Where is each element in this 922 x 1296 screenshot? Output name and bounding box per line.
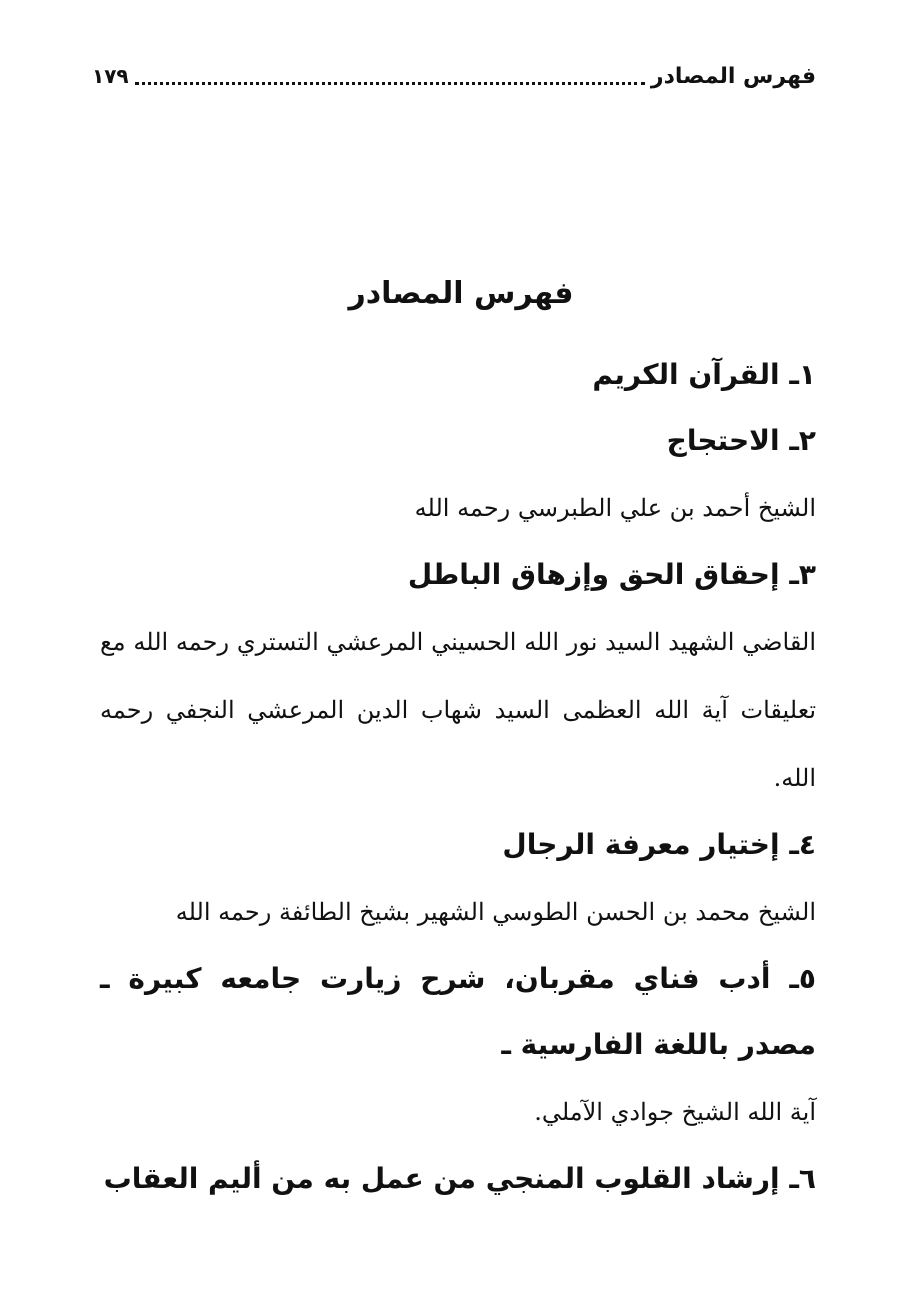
entry-title-4: ٤ـ إختيار معرفة الرجال: [502, 828, 816, 861]
entry-title-6: ٦ـ إرشاد القلوب المنجي من عمل به من أليم العقاب: [103, 1162, 816, 1195]
bibliography-list: [100, 342, 816, 1212]
dot-leader: [135, 68, 645, 85]
entry-author-2: الشيخ أحمد بن علي الطبرسي رحمه الله: [414, 494, 816, 522]
entry-author-5: آية الله الشيخ جوادي الآملي.: [534, 1098, 816, 1126]
running-header-title: فهرس المصادر: [650, 63, 816, 89]
entry-title-5: ٥ـ أدب فناي مقربان، شرح زيارت جامعه كبيرة ـ مصدر باللغة الفارسية ـ: [100, 962, 816, 1061]
entry-author-4: الشيخ محمد بن الحسن الطوسي الشهير بشيخ الطائفة رحمه الله: [175, 898, 816, 926]
entry-author-3: القاضي الشهيد السيد نور الله الحسيني المرعشي التستري رحمه الله مع تعليقات آية الله العظمى السيد شهاب الدين المرعشي النجفي رحمه الله.: [100, 628, 816, 792]
entry-title-1: ١ـ القرآن الكريم: [592, 358, 816, 391]
page-number: ١٧٩: [92, 64, 129, 88]
page-title: فهرس المصادر: [348, 276, 574, 311]
entry-title-2: ٢ـ الاحتجاج: [666, 424, 816, 457]
entry-title-3: ٣ـ إحقاق الحق وإزهاق الباطل: [407, 558, 816, 591]
running-header: [92, 58, 816, 94]
